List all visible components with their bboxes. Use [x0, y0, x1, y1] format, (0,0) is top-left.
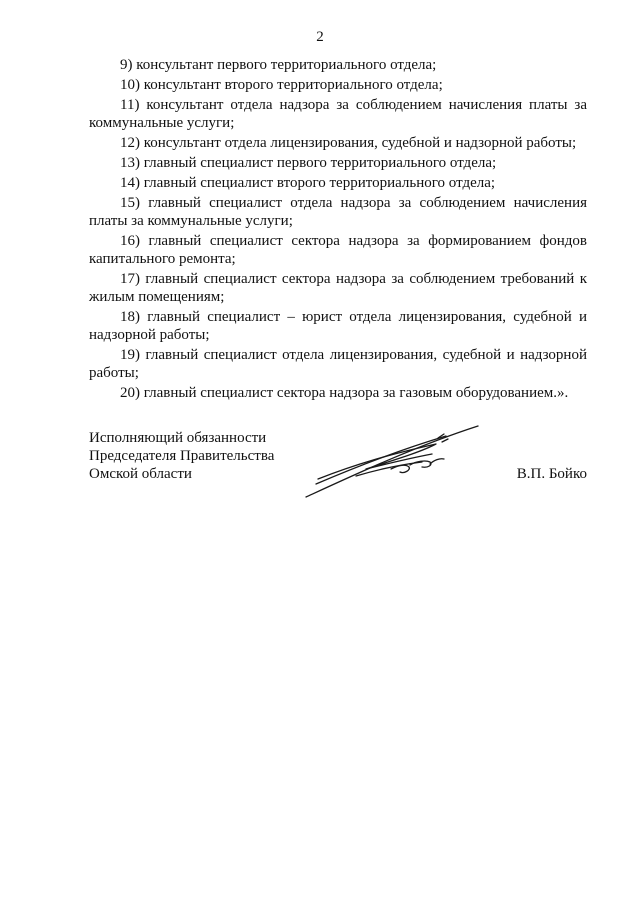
- list-item: 20) главный специалист сектора надзора за газовым оборудованием.».: [120, 385, 569, 401]
- position-list: [89, 56, 587, 404]
- list-item: 12) консультант отдела лицензирования, судебной и надзорной работы;: [120, 135, 577, 151]
- list-item: 16) главный специалист сектора надзора за формированием фондов капитального ремонта;: [89, 233, 587, 267]
- signatory-position-line: Омской области: [89, 466, 192, 482]
- list-item: 14) главный специалист второго территориального отдела;: [120, 175, 496, 191]
- signatory-position: [89, 429, 274, 483]
- handwritten-signature: [296, 424, 486, 504]
- list-item: 10) консультант второго территориального отдела;: [120, 77, 443, 93]
- signatory-position-line: Исполняющий обязанности: [89, 430, 267, 446]
- list-item: 13) главный специалист первого территориального отдела;: [120, 155, 497, 171]
- signature-block: [89, 429, 587, 509]
- signer-name: В.П. Бойко: [516, 466, 587, 482]
- list-item: 18) главный специалист – юрист отдела лицензирования, судебной и надзорной работы;: [89, 309, 587, 343]
- list-item: 19) главный специалист отдела лицензирования, судебной и надзорной работы;: [89, 347, 587, 381]
- signatory-position-line: Председателя Правительства: [89, 448, 275, 464]
- list-item: 9) консультант первого территориального отдела;: [120, 57, 437, 73]
- list-item: 11) консультант отдела надзора за соблюдением начисления платы за коммунальные услуги;: [89, 97, 587, 131]
- list-item: 15) главный специалист отдела надзора за соблюдением начисления платы за коммунальные услуги;: [89, 195, 587, 229]
- page-number: 2: [316, 29, 324, 45]
- list-item: 17) главный специалист сектора надзора за соблюдением требований к жилым помещениям;: [89, 271, 587, 305]
